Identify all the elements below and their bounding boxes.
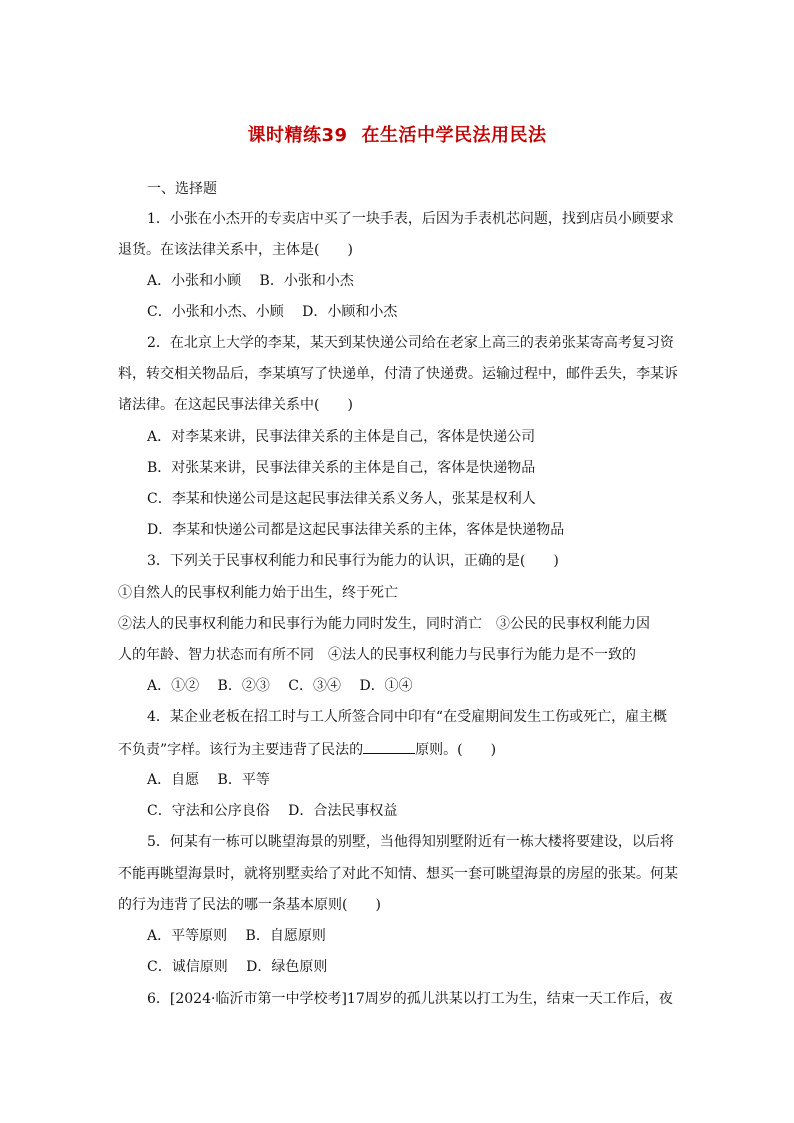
q2-option-a: A．对李某来讲，民事法律关系的主体是自己，客体是快递公司 <box>147 429 536 445</box>
q3-stem: 3．下列关于民事权利能力和民事行为能力的认识，正确的是( ) <box>147 553 559 569</box>
q2-stem-line3: 诸法律。在这起民事法律关系中( ) <box>118 397 353 413</box>
q2-stem-line2: 料，转交相关物品后，李某填写了快递单，付清了快递费。运输过程中，邮件丢失，李某诉 <box>118 366 678 382</box>
q3-item-1: ①自然人的民事权利能力始于出生，终于死亡 <box>118 585 398 601</box>
q2-stem-line1: 2．在北京上大学的李某，某天到某快递公司给在老家上高三的表弟张某寄高考复习资 <box>147 335 674 351</box>
q5-stem-line1: 5．何某有一栋可以眺望海景的别墅，当他得知别墅附近有一栋大楼将要建设，以后将 <box>147 834 674 850</box>
q3-item-2-line2: 人的年龄、智力状态而有所不同 ④法人的民事权利能力与民事行为能力是不一致的 <box>118 647 636 663</box>
q2-option-c: C．李某和快递公司是这起民事法律关系义务人，张某是权利人 <box>147 491 536 507</box>
q4-stem-line1: 4．某企业老板在招工时与工人所签合同中印有“在受雇期间发生工伤或死亡，雇主概 <box>147 709 668 725</box>
q1-stem-line1: 1．小张在小杰开的专卖店中买了一块手表，后因为手表机芯问题，找到店员小顾要求 <box>147 211 674 227</box>
q1-options-ab: A．小张和小顾 B．小张和小杰 <box>147 273 354 289</box>
title-lesson-number: 课时精练39 <box>247 125 348 146</box>
q4-options-ab: A．自愿 B．平等 <box>147 772 270 788</box>
q2-option-b: B．对张某来讲，民事法律关系的主体是自己，客体是快递物品 <box>147 460 536 476</box>
section-heading: 一、选择题 <box>147 181 217 197</box>
q5-stem-line3: 的行为违背了民法的哪一条基本原则( ) <box>118 897 381 913</box>
q2-option-d: D．李某和快递公司都是这起民事法律关系的主体，客体是快递物品 <box>147 522 565 538</box>
q4-stem-text-before-blank: 不负责”字样。该行为主要违背了民法的 <box>118 742 364 758</box>
fill-in-blank <box>363 739 415 754</box>
q5-options-ab: A．平等原则 B．自愿原则 <box>147 928 326 944</box>
q3-options: A．①② B．②③ C．③④ D．①④ <box>147 678 413 694</box>
page-title <box>0 121 794 147</box>
q5-options-cd: C．诚信原则 D．绿色原则 <box>147 959 328 975</box>
q1-stem-line2: 退货。在该法律关系中，主体是( ) <box>118 242 353 258</box>
q5-stem-line2: 不能再眺望海景时，就将别墅卖给了对此不知情、想买一套可眺望海景的房屋的张某。何某 <box>118 866 678 882</box>
q1-options-cd: C．小张和小杰、小顾 D．小顾和小杰 <box>147 304 398 320</box>
q4-stem-text-after-blank: 原则。( ) <box>415 742 497 758</box>
q6-stem-line1: 6．[2024·临沂市第一中学校考]17周岁的孤儿洪某以打工为生，结束一天工作后，夜 <box>147 991 673 1007</box>
title-topic: 在生活中学民法用民法 <box>361 125 547 146</box>
q4-stem-line2 <box>118 739 496 760</box>
q4-options-cd: C．守法和公序良俗 D．合法民事权益 <box>147 803 398 819</box>
q3-item-2-line1: ②法人的民事权利能力和民事行为能力同时发生，同时消亡 ③公民的民事权利能力因 <box>118 616 650 632</box>
